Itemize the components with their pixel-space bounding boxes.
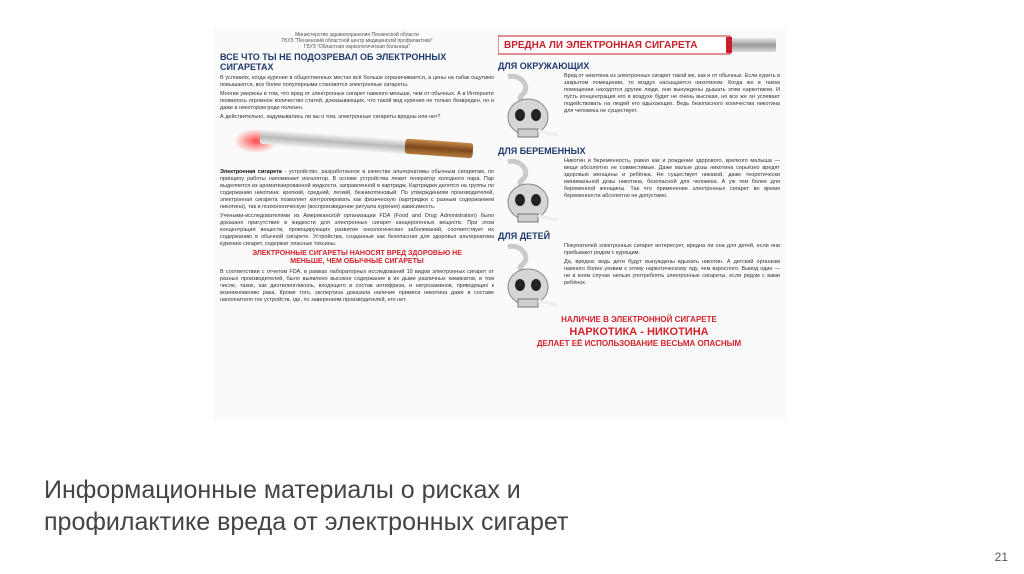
- footer-line-3: ДЕЛАЕТ ЕЁ ИСПОЛЬЗОВАНИЕ ВЕСЬМА ОПАСНЫМ: [536, 339, 742, 348]
- paragraph: Учеными-исследователями из Американской организации FDA (Food and Drug Administration) было доказано присутствие в жидкости для электронных сигарет канцерогенных веществ. При этом концентрация веществ, провоцирующих развитие онкологических заболеваний, соответствует их содержанию в обычной сигарете. Устройства, созданные как безопасная для здоровья альтернатива курению сигарет, содержат опасные токсины.: [220, 213, 494, 247]
- left-heading: ВСЕ ЧТО ТЫ НЕ ПОДОЗРЕВАЛ ОБ ЭЛЕКТРОННЫХ СИГАРЕТАХ: [220, 52, 447, 72]
- smoking-skull-image: [498, 243, 560, 313]
- section-title-pregnant: ДЛЯ БЕРЕМЕННЫХ: [498, 146, 586, 156]
- leaflet-image: [214, 28, 786, 420]
- slide-title-line-2: профилактике вреда от электронных сигарет: [44, 508, 569, 536]
- org-line: Министерство здравоохранения Пензенской области: [295, 32, 419, 38]
- section-children: [498, 243, 780, 313]
- footer-line-2: НАРКОТИКА - НИКОТИНА: [569, 326, 709, 338]
- e-cigarette-banner: [498, 32, 780, 58]
- page-number: 21: [994, 550, 1008, 564]
- paragraph: В условиях, когда курение в общественных местах всё больше ограничивается, а цены на табак ощутимо повышаются, все более популярными становятся электронные сигареты.: [220, 75, 494, 88]
- section-text: Покупателей электронных сигарет интересует, вредна ли она для детей, если они пребывают рядом с курящим.: [564, 243, 780, 256]
- section-text: Да, вредна: ведь дети будут вынуждены вдыхать никотин. А детский организм намного более уязвим к этому наркотическому яду, чем взрослого. Вывод один — ни в коем случае нельзя употреблять электронные сигареты, если рядом с вами ребёнок.: [564, 259, 780, 286]
- footer-line-1: НАЛИЧИЕ В ЭЛЕКТРОННОЙ СИГАРЕТЕ: [561, 315, 717, 324]
- org-line: ГБУЗ "Областная наркологическая больница": [303, 44, 411, 50]
- paragraph-definition: [220, 169, 494, 211]
- section-text: Никотин и беременность, равно как и рождение здорового, крепкого малыша — вещи абсолютно не совместимые. Даже малые дозы никотина серьёзно вредят здоровью женщины и ребёнка. Не существует никакой, даже теоретически минимальной дозы никотина, безопасной для человека. А уж тем более для беременной женщины. Так что применение электронных сигарет во время беременности абсолютно не допустимо.: [564, 158, 780, 199]
- section-title-children: ДЛЯ ДЕТЕЙ: [498, 231, 551, 241]
- definition-text: - устройство, разработанное в качестве альтернативы обычным сигаретам, по принципу работы напоминает ингалятор. В основе устройства лежит генератор холодного пара. Пар выделяется из ароматизированной жидкости, заправленной в картридж. Картриджи делятся на группы по содержанию никотина: крепкий, средний, легкий, безникотиновый. По утверждениям производителей, электронная сигарета позволяет контролировать как физическую (картриджи с разным содержанием никотина), так и психологическую (воспроизведение ритуала курения) зависимость.: [220, 169, 494, 210]
- slide-title-line-1: Информационные материалы о рисках и: [44, 476, 521, 504]
- smoking-skull-image: [498, 158, 560, 228]
- section-text: Вред от никотина из электронных сигарет такой же, как и от обычных. Если курить в закрытом помещении, то воздух насыщается никотином. Когда же в таком помещении находятся другие люди, они вынуждены дышать этим наркотиком. И пусть концентрация его в воздухе будет не очень высокая, но все же он успевает подействовать на людей его вдыхающих. Ведь безопасного количества никотина для человека не существует.: [564, 73, 781, 114]
- slide-title: [44, 474, 744, 538]
- leaflet-left-column: [220, 32, 494, 416]
- section-surroundings: [498, 73, 780, 143]
- term-bold: Электронная сигарета: [220, 169, 282, 175]
- section-title-surroundings: ДЛЯ ОКРУЖАЮЩИХ: [498, 61, 590, 71]
- warning-heading: ЭЛЕКТРОННЫЕ СИГАРЕТЫ НАНОСЯТ ВРЕД ЗДОРОВЬЮ НЕ МЕНЬШЕ, ЧЕМ ОБЫЧНЫЕ СИГАРЕТЫ: [252, 250, 462, 265]
- smoking-skull-image: [498, 73, 560, 143]
- leaflet-right-column: [498, 32, 780, 416]
- paragraph: А действительно, задумывались ли вы о том, электронные сигареты вредны или нет?: [220, 114, 441, 120]
- org-line: ГБУЗ "Пензенский областной центр медицинской профилактики": [281, 38, 433, 44]
- section-pregnant: [498, 158, 780, 228]
- paragraph: Многие уверены в том, что вред от электронных сигарет намного меньше, чем от обычных. А в Интернете появилось огромное количество статей, доказывающих, что такой вид курения не только безвреден, но и даже в некотором роде полезен.: [220, 91, 494, 111]
- e-cigarette-image: [220, 127, 494, 165]
- paragraph: В соответствии с отчетом FDA, в рамках лабораторных исследований 19 видов электронных сигарет от разных производителей, было выявлено высокое содержание в их дыме различных химикатов, в том числе, таких, как диэтиленгликоль, входящего в состав антифриза, и нитрозаминов, приводящих к возникновению рака. Кроме того, экспертиза доказала наличие примеси никотина даже в составе наполнителя тех устройств, где, по заверениям производителей, его нет.: [220, 269, 494, 303]
- banner-title: ВРЕДНА ЛИ ЭЛЕКТРОННАЯ СИГАРЕТА: [504, 40, 698, 51]
